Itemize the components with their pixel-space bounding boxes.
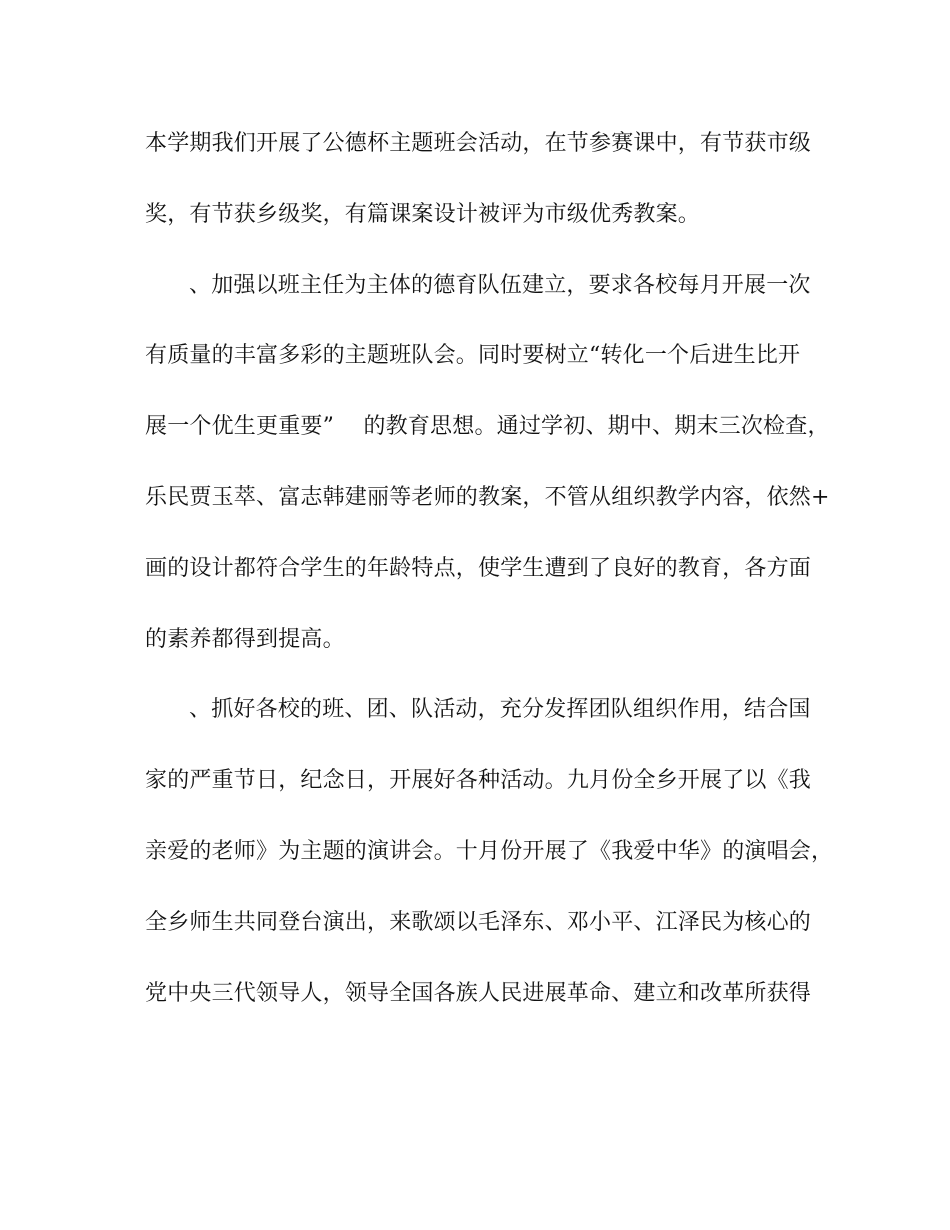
text-line-8: 的素养都得到提高。	[145, 626, 345, 652]
text-line-4: 有质量的丰富多彩的主题班队会。同时要树立“转化一个后进生比开	[145, 343, 801, 369]
text-line-11: 亲爱的老师》为主题的演讲会。十月份开展了《我爱中华》的演唱会，	[145, 838, 834, 864]
text-line-3: 、加强以班主任为主体的德育队伍建立，要求各校每月开展一次	[189, 272, 811, 298]
text-line-12: 全乡师生共同登台演出，来歌颂以毛泽东、邓小平、江泽民为核心的	[145, 909, 812, 935]
text-line-6: 乐民贾玉萃、富志韩建丽等老师的教案，不管从组织教学内容，依然+	[145, 484, 830, 510]
text-line-13: 党中央三代领导人，领导全国各族人民进展革命、建立和改革所获得	[145, 980, 812, 1006]
text-line-7: 画的设计都符合学生的年龄特点，使学生遭到了良好的教育，各方面	[145, 555, 812, 581]
text-line-5: 展一个优生更重要” 的教育思想。通过学初、期中、期末三次检查，	[145, 414, 830, 440]
text-line-1: 本学期我们开展了公德杯主题班会活动，在节参赛课中，有节获市级	[145, 131, 812, 156]
text-line-10: 家的严重节日，纪念日，开展好各种活动。九月份全乡开展了以《我	[145, 768, 812, 794]
body-text	[145, 118, 834, 1038]
text-line-2: 奖，有节获乡级奖，有篇课案设计被评为市级优秀教案。	[145, 201, 701, 227]
text-line-9: 、抓好各校的班、团、队活动，充分发挥团队组织作用，结合国	[189, 697, 811, 723]
